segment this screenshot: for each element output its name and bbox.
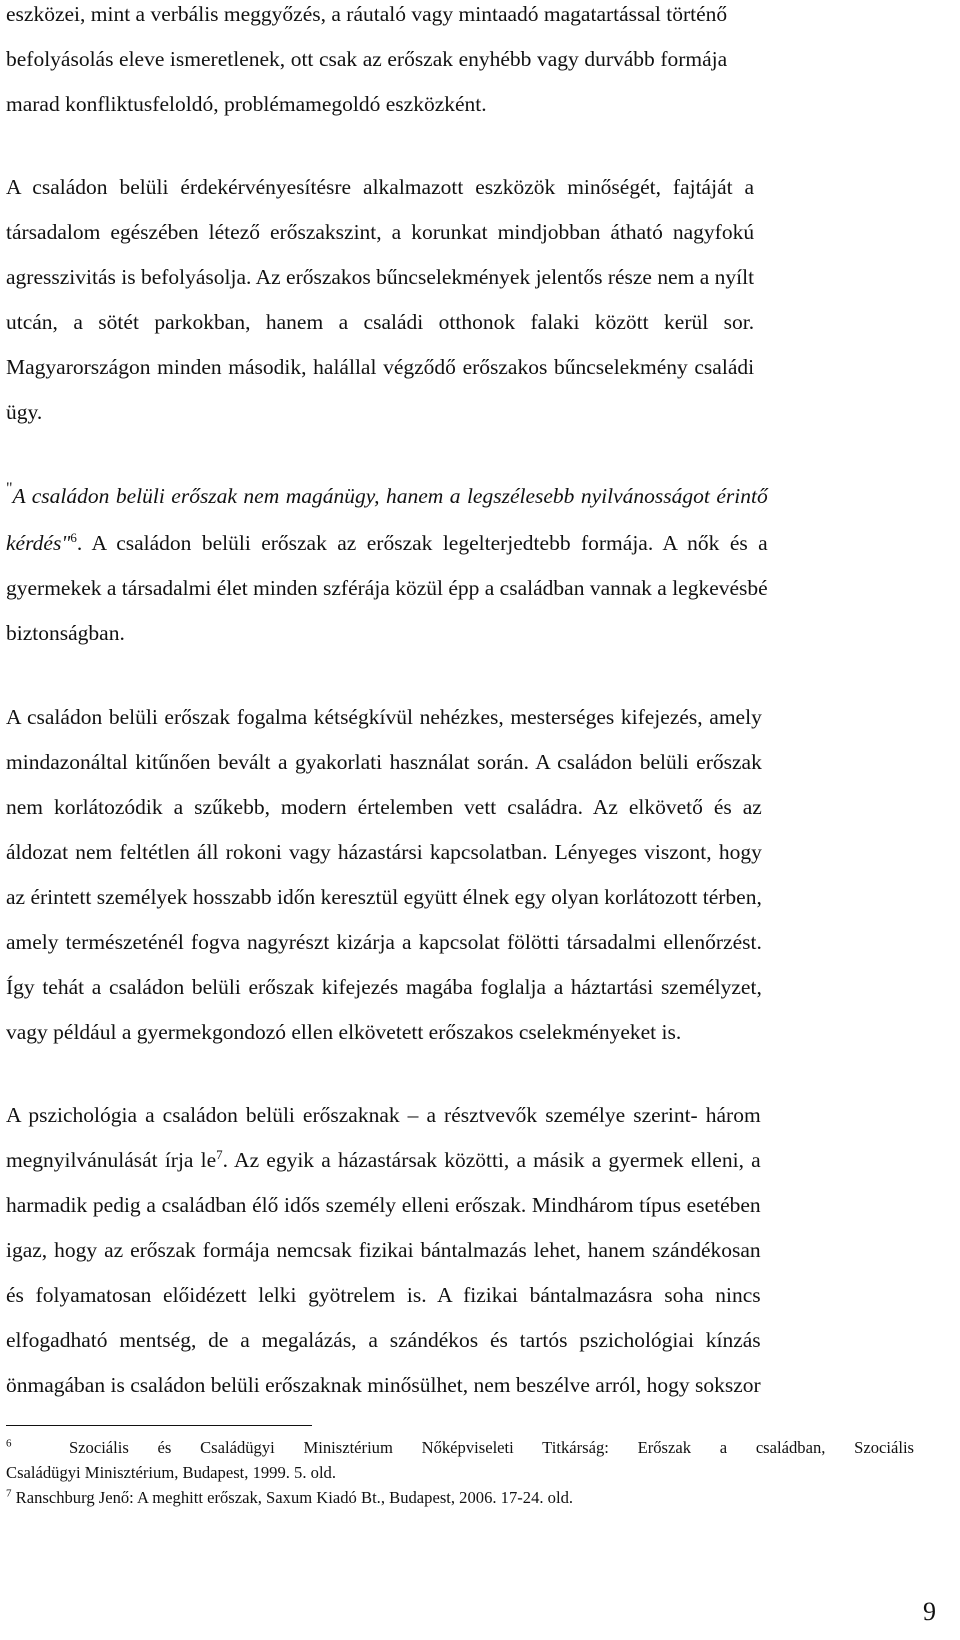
text-line: vagy például a gyermekgondozó ellen elkövetett erőszakos cselekményeket is.: [6, 1020, 682, 1044]
footnote-6: [6, 1435, 914, 1485]
text-line: gyermekek a társadalmi élet minden szférája közül épp a családban vannak a legkevésbé: [6, 576, 768, 600]
text-line: [6, 521, 768, 566]
text-line: elfogadható mentség, de a megalázás, a szándékos és tartós pszichológiai kínzás: [6, 1328, 761, 1352]
text-line: biztonságban.: [6, 621, 125, 645]
text-line: A családon belüli érdekérvényesítésre alkalmazott eszközök minőségét, fajtáját a: [6, 175, 755, 199]
paragraph-1: [6, 0, 727, 127]
text-line: önmagában is családon belüli erőszaknak minősülhet, nem beszélve arról, hogy sokszor: [6, 1373, 761, 1397]
text-line: marad konfliktusfeloldó, problémamegoldó eszközként.: [6, 92, 487, 116]
text-segment: . A családon belüli erőszak az erőszak legelterjedtebb formája. A nők és a: [76, 531, 768, 555]
text-line: áldozat nem feltétlen áll rokoni vagy házastársi kapcsolatban. Lényeges viszont, hogy: [6, 840, 762, 864]
footnote-line: [6, 1435, 914, 1460]
text-line: A családon belüli erőszak fogalma kétségkívül nehézkes, mesterséges kifejezés, amely: [6, 705, 762, 729]
text-line: az érintett személyek hosszabb időn keresztül együtt élnek egy olyan korlátozott térben,: [6, 885, 762, 909]
text-line: befolyásolás eleve ismeretlenek, ott csak az erőszak enyhébb vagy durvább formája: [6, 47, 728, 71]
text-line: [6, 1138, 761, 1183]
paragraph-4: [6, 695, 762, 1055]
text-line: A pszichológia a családon belüli erőszaknak – a résztvevők személye szerint- három: [6, 1103, 761, 1127]
footnote-separator: [6, 1425, 312, 1426]
footnote-line: [6, 1485, 914, 1510]
text-segment: . Az egyik a házastársak közötti, a másik a gyermek elleni, a: [222, 1148, 761, 1172]
paragraph-2: [6, 165, 754, 435]
footnote-ref-7[interactable]: 7: [216, 1146, 223, 1162]
text-line: harmadik pedig a családban élő idős személy elleni erőszak. Mindhárom típus esetében: [6, 1193, 761, 1217]
text-line: Magyarországon minden második, halállal végződő erőszakos bűncselekmény családi: [6, 355, 755, 379]
text-line: mindazonáltal kitűnően bevált a gyakorlati használat során. A családon belüli erőszak: [6, 750, 762, 774]
footnote-number: 6: [6, 1437, 12, 1450]
text-line: igaz, hogy az erőszak formája nemcsak fizikai bántalmazás lehet, hanem szándékosan: [6, 1238, 761, 1262]
page-number: 9: [923, 1597, 936, 1626]
paragraph-3: [6, 474, 768, 656]
footnote-line: Családügyi Minisztérium, Budapest, 1999. 5. old.: [6, 1463, 337, 1482]
footnote-number: 7: [6, 1487, 12, 1500]
footnote-ref-6[interactable]: 6: [70, 529, 77, 545]
text-line: agresszivitás is befolyásolja. Az erőszakos bűncselekmények jelentős része nem a nyílt: [6, 265, 755, 289]
quote-text-end: kérdés": [6, 531, 71, 555]
footnotes: [6, 1435, 914, 1510]
text-line: Így tehát a családon belüli erőszak kifejezés magába foglalja a háztartási személyzet,: [6, 975, 762, 999]
footnote-text: Ranschburg Jenő: A meghitt erőszak, Saxum Kiadó Bt., Budapest, 2006. 17-24. old.: [15, 1488, 574, 1507]
text-line: amely természeténél fogva nagyrészt kizárja a kapcsolat fölötti társadalmi ellenőrzést.: [6, 930, 762, 954]
footnote-text: Szociális és Családügyi Minisztérium Nőképviseleti Titkárság: Erőszak a családban, Szociális: [68, 1438, 915, 1457]
text-line: ügy.: [6, 400, 43, 424]
opening-quote-mark: ": [6, 480, 13, 497]
text-line: nem korlátozódik a szűkebb, modern értelemben vett családra. Az elkövető és az: [6, 795, 762, 819]
text-line: utcán, a sötét parkokban, hanem a családi otthonok falaki között kerül sor.: [6, 310, 755, 334]
quote-text: A családon belüli erőszak nem magánügy, hanem a legszélesebb nyilvánosságot érintő: [12, 484, 768, 508]
text-line: és folyamatosan előidézett lelki gyötrelem is. A fizikai bántalmazásra soha nincs: [6, 1283, 761, 1307]
text-segment: megnyilvánulását írja le: [6, 1148, 217, 1172]
text-line: eszközei, mint a verbális meggyőzés, a ráutaló vagy mintaadó magatartással történő: [6, 2, 728, 26]
text-line-quote: [6, 474, 768, 521]
text-line: társadalom egészében létező erőszakszint, a korunkat mindjobban átható nagyfokú: [6, 220, 755, 244]
footnote-7: [6, 1485, 914, 1510]
paragraph-5: [6, 1093, 761, 1408]
